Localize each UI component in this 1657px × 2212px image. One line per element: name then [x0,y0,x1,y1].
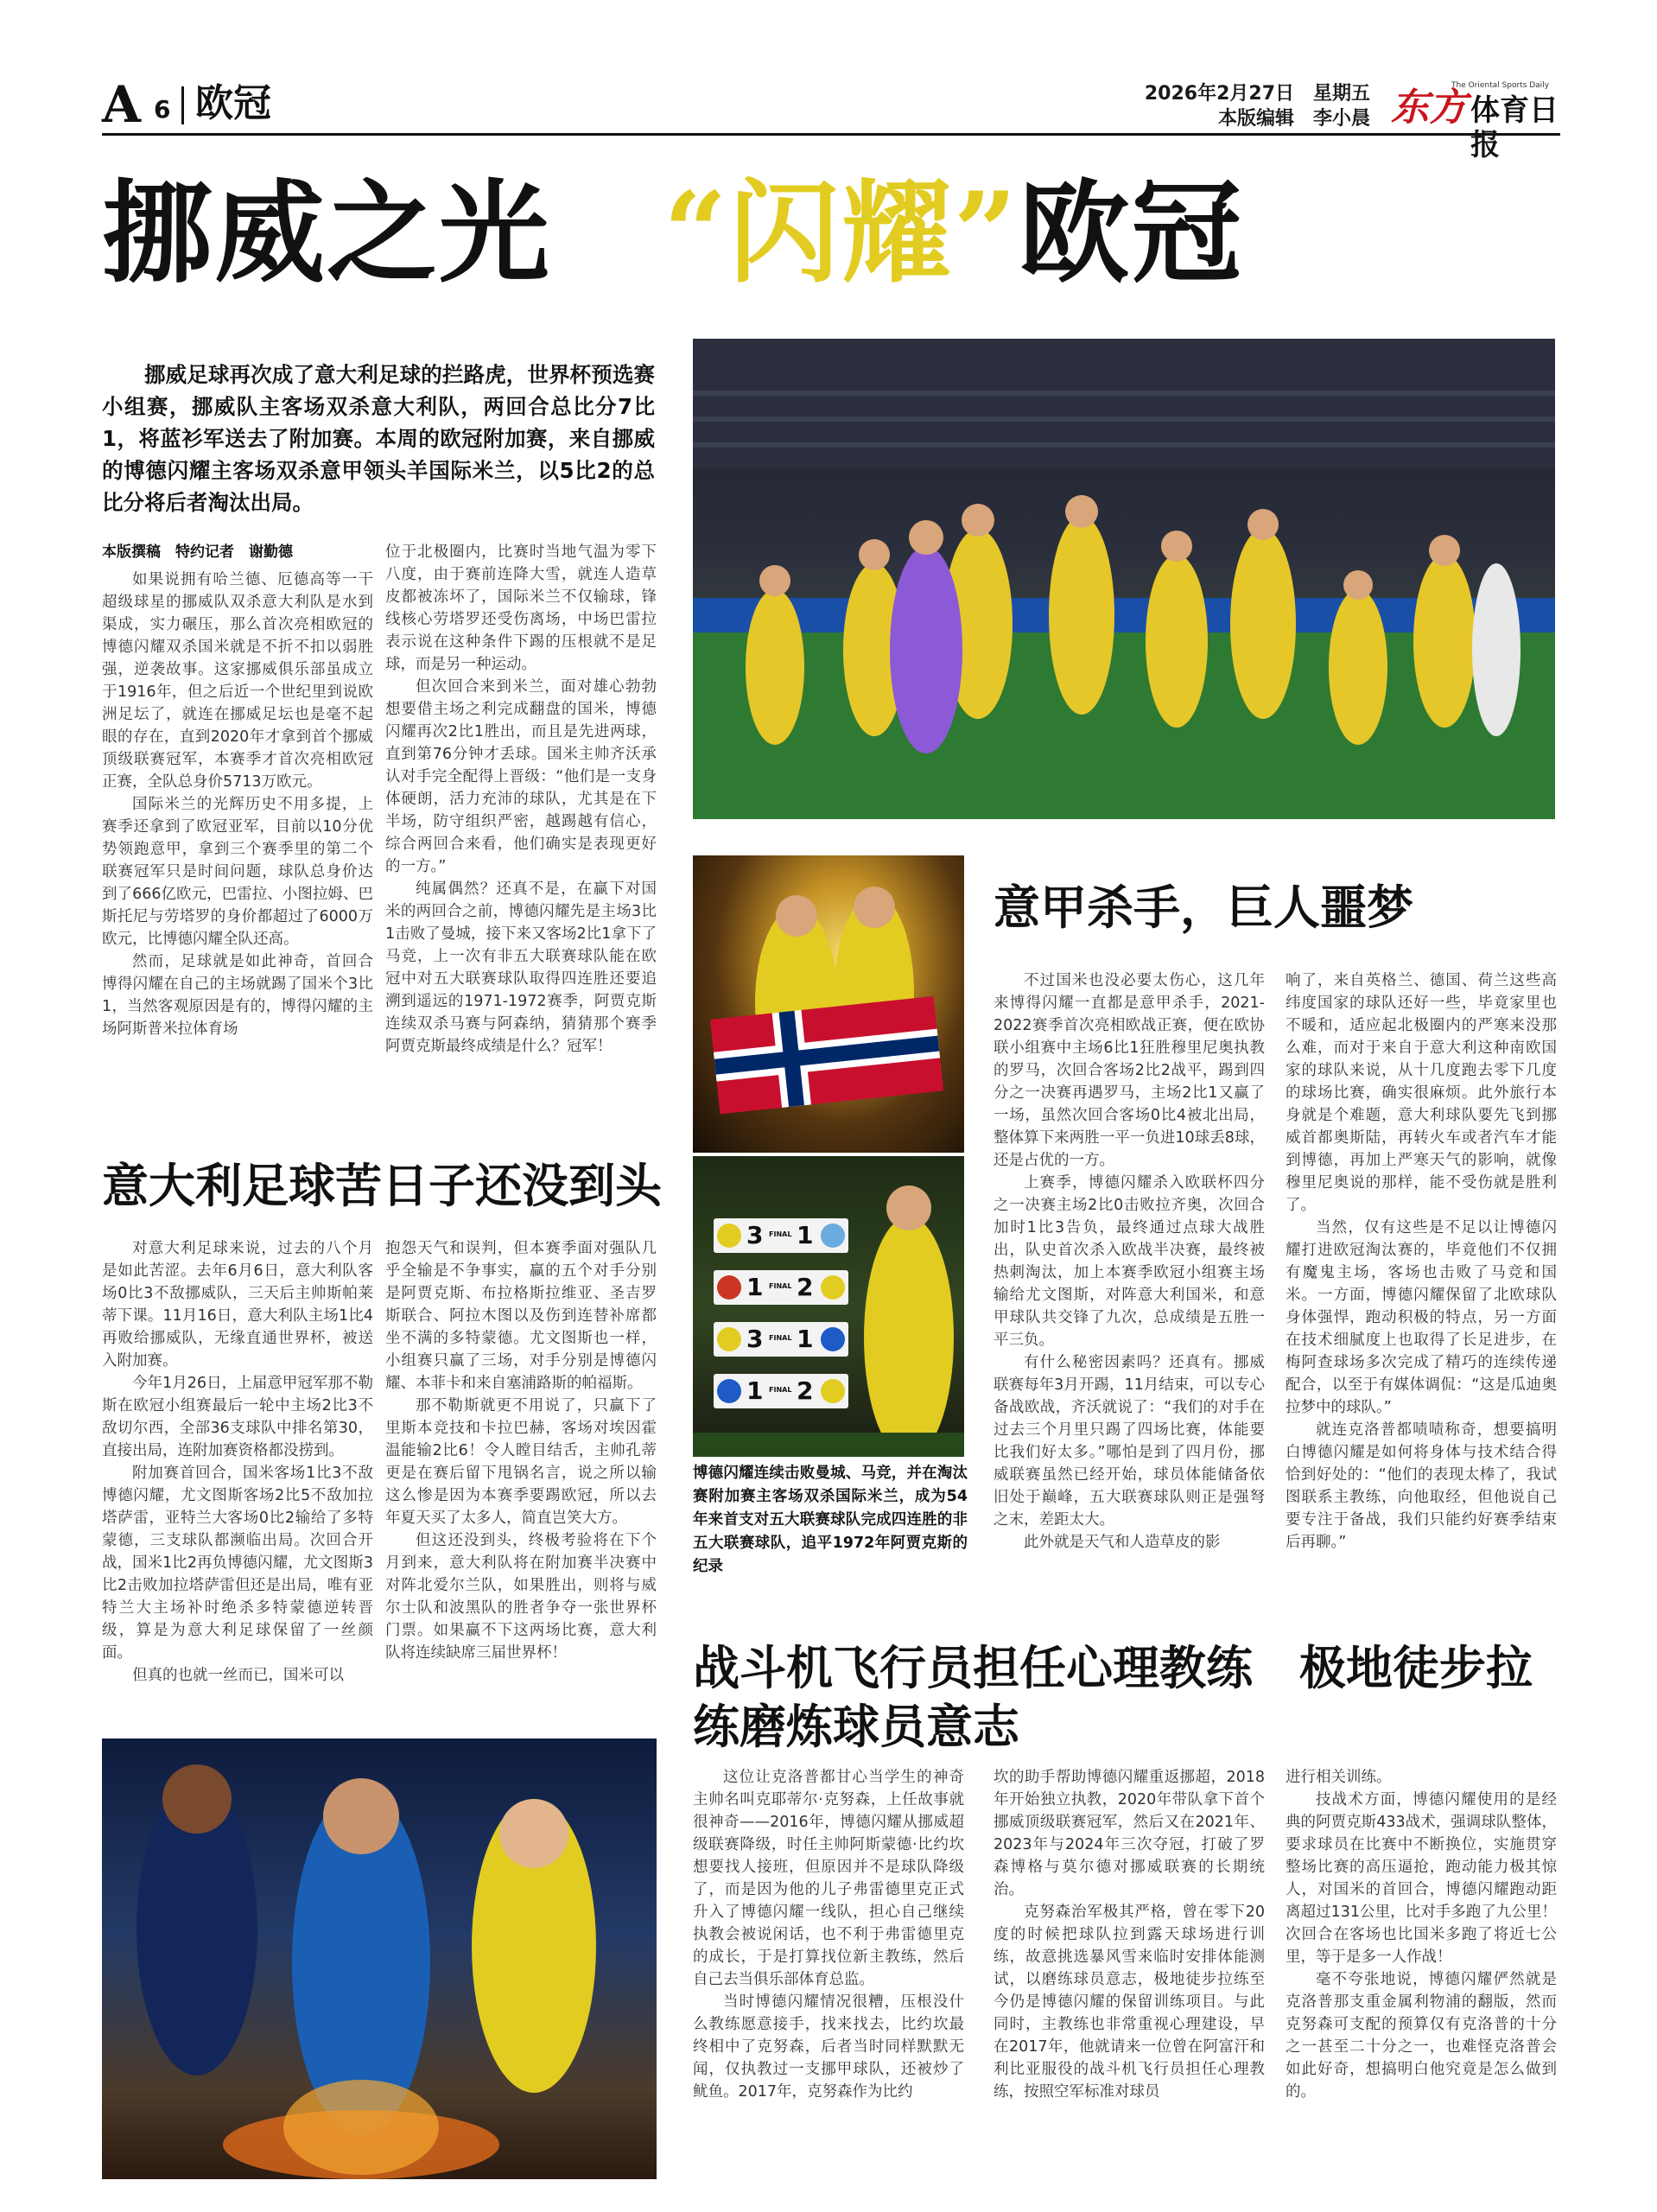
players-poster-photo [102,1738,657,2179]
team-crest-icon [717,1275,741,1300]
paragraph: 抱怨天气和误判，但本赛季面对强队几乎全输是不争事实，赢的五个对手分别是阿贾克斯、布拉格斯拉维亚、圣吉罗斯联合、阿拉木图以及伤到连替补席都坐不满的多特蒙德。尤文图斯也一样，小组赛只赢了三场，对手分别是博德闪耀、本菲卡和来自塞浦路斯的帕福斯。 [385,1240,657,1392]
article-column-8 [994,1766,1265,2103]
home-score: 3 [746,1325,764,1353]
article-column-1 [102,541,373,1040]
paragraph: 此外就是天气和人造草皮的影 [1024,1534,1221,1551]
team-crest-icon [821,1224,845,1248]
team-crest-icon [717,1379,741,1403]
paragraph: 毫不夸张地说，博德闪耀俨然就是克洛普那支重金属利物浦的翻版，然而克努森可支配的预算仅有克洛普的十分之一甚至二十分之一，也难怪克洛普会如此好奇，想搞明白他究竟是怎么做到的。 [1286,1971,1557,2101]
final-label: FINAL [769,1230,792,1238]
newspaper-logo [1391,81,1560,162]
section-divider [181,86,184,124]
players-with-norway-flag-photo [693,855,964,1153]
logo-english-name: The Oriental Sports Daily [1451,81,1550,90]
final-label: FINAL [769,1386,792,1394]
page-letter: A [102,75,142,134]
article-column-3 [102,1237,373,1687]
players-illustration [102,1738,657,2179]
team-crest-icon [821,1379,845,1403]
headline-highlight: “闪耀” [663,168,1019,298]
away-score: 2 [797,1376,814,1405]
score-row [714,1218,848,1253]
home-score: 1 [746,1273,764,1301]
logo-name: 体育日报 [1470,93,1559,162]
article-column-5 [994,969,1265,1554]
player-illustration [693,1156,964,1457]
page-editor: 本版编辑 李小晨 [1217,108,1370,130]
paragraph: 就连克洛普都啧啧称奇，想要搞明白博德闪耀是如何将身体与技术结合得恰到好处的：“他们的表现太棒了，我试图联系主教练，向他取经，但他说自己要专注于备战，我们只能约好赛季结束后再聊。” [1286,1421,1557,1551]
paragraph: 进行相关训练。 [1286,1769,1392,1786]
paragraph: 纯属偶然？还真不是，在赢下对国米的两回合之前，博德闪耀先是主场3比1击败了曼城，接下来又客场2比1拿下了马竞，上一次有非五大联赛球队能在欧冠中对五大联赛球队取得四连胜还要追溯到遥远的1971-1972赛季，阿贾克斯连续双杀马赛与阿森纳，猜猜那个赛季阿贾克斯最终成绩是什么？冠军！ [385,880,657,1055]
byline: 本版撰稿 特约记者 谢勤德 [102,543,293,561]
team-crest-icon [821,1327,845,1351]
issue-date: 2026年2月27日 星期五 [1144,83,1370,105]
paragraph: 但次回合来到米兰，面对雄心勃勃想要借主场之利完成翻盘的国米，博德闪耀再次2比1胜出，而且是先进两球，直到第76分钟才丢球。国米主帅齐沃承认对手完全配得上晋级：“他们是一支身体硬朗，活力充沛的球队，尤其是在下半场，防守组织严密，越踢越有信心，综合两回合来看，他们确实是表现更好的一方。” [385,678,657,875]
away-score: 1 [797,1325,814,1353]
paragraph: 那不勒斯就更不用说了，只赢下了里斯本竞技和卡拉巴赫，客场对埃因霍温能输2比6！令人瞠目结舌，主帅孔蒂更是在赛后留下甩锅名言，说之所以输这么惨是因为本赛季要踢欧冠，所以去年夏天买了太多人，简直岂笑大方。 [385,1397,657,1527]
subhead-fighter-pilot: 战斗机飞行员担任心理教练 极地徒步拉练磨炼球员意志 [693,1640,1533,1754]
article-column-7 [693,1766,964,2103]
headline-part1: 挪威之光 [102,168,664,298]
paragraph: 响了，来自英格兰、德国、荷兰这些高纬度国家的球队还好一些，毕竟家里也不暖和，适应起北极圈内的严寒来没那么难，而对于来自于意大利这种南欧国家的球队来说，从十几度跑去零下几度的球场比赛，确实很麻烦。此外旅行本身就是个难题，意大利球队要先飞到挪威首都奥斯陆，再转火车或者汽车才能到博德，再加上严寒天气的影响，就像穆里尼奥说的那样，能不受伤就是胜利了。 [1286,972,1557,1214]
lede-paragraph: 挪威足球再次成了意大利足球的拦路虎，世界杯预选赛小组赛，挪威队主客场双杀意大利队，两回合总比分7比1，将蓝衫军送去了附加赛。本周的欧冠附加赛，来自挪威的博德闪耀主客场双杀意甲领头羊国际米兰，以5比2的总比分将后者淘汰出局。 [102,362,655,515]
paragraph: 国际米兰的光辉历史不用多提，上赛季还拿到了欧冠亚军，目前以10分优势领跑意甲，拿到三个赛季里的第二个联赛冠军只是时间问题，球队总身价达到了666亿欧元，巴雷拉、小图拉姆、巴斯托尼与劳塔罗的身价都超过了6000万欧元，比博德闪耀全队还高。 [102,796,373,948]
score-row [714,1270,848,1305]
paragraph: 位于北极圈内，比赛时当地气温为零下八度，由于赛前连降大雪，就连人造草皮都被冻坏了，国际米兰不仅输球，锋线核心劳塔罗还受伤离场，中场巴雷拉表示说在这种条件下踢的压根就不是足球，而是另一种运动。 [385,543,657,673]
paragraph: 有什么秘密因素吗？还真有。挪威联赛每年3月开踢，11月结束，可以专心备战欧战，齐沃就说了：“我们的对手在过去三个月里只踢了四场比赛，体能要比我们好太多。”哪怕是到了四月份，挪威联赛虽然已经开始，球员体能储备依旧处于巅峰，五大联赛球队则正是强弩之末，差距太大。 [994,1354,1265,1529]
subhead-serie-a-killer: 意甲杀手，巨人噩梦 [994,880,1413,935]
match-scores-graphic [693,1156,964,1457]
away-score: 2 [797,1273,814,1301]
score-row [714,1374,848,1408]
paragraph: 但这还没到头，终极考验将在下个月到来，意大利队将在附加赛半决赛中对阵北爱尔兰队，如果胜出，则将与威尔士队和波黑队的胜者争夺一张世界杯门票。如果赢不下这两场比赛，意大利队将连续缺席三届世界杯！ [385,1532,657,1662]
paragraph: 不过国米也没必要太伤心，这几年来博得闪耀一直都是意甲杀手，2021-2022赛季首次亮相欧战正赛，便在欧协联小组赛中主场6比1狂胜穆里尼奥执教的罗马，次回合客场2比2战平，踢到四分之一决赛再遇罗马，主场2比1又赢了一场，虽然次回合客场0比4被北出局，整体算下来两胜一平一负进10球丢8球，还是占优的一方。 [994,972,1265,1169]
final-label: FINAL [769,1282,792,1290]
team-celebration-photo [693,339,1555,819]
article-column-4 [385,1237,657,1664]
subhead-italian-football: 意大利足球苦日子还没到头 [102,1158,662,1213]
photo-caption: 博德闪耀连续击败曼城、马竞，并在淘汰赛附加赛主客场双杀国际米兰，成为54年来首支对五大联赛球队完成四连胜的非五大联赛球队，追平1972年阿贾克斯的纪录 [693,1465,968,1575]
paragraph: 对意大利足球来说，过去的八个月是如此苦涩。去年6月6日，意大利队客场0比3不敌挪威队，三天后主帅斯帕莱蒂下课。11月16日，意大利队主场1比4再败给挪威队，无缘直通世界杯，被送入附加赛。 [102,1240,373,1370]
article-column-6 [1286,969,1557,1554]
masthead [102,75,1560,162]
logo-mark: 东方 [1391,86,1467,130]
page-number: 6 [154,95,171,124]
paragraph: 坎的助手帮助博德闪耀重返挪超，2018年开始独立执教，2020年带队拿下首个挪威顶级联赛冠军，然后又在2021年、2023年与2024年三次夺冠，打破了罗森博格与莫尔德对挪威联赛的长期统治。 [994,1769,1265,1898]
article-column-9 [1286,1766,1557,2103]
paragraph: 当然，仅有这些是不足以让博德闪耀打进欧冠淘汰赛的，毕竟他们不仅拥有魔鬼主场，客场也击败了马竞和国米。一方面，博德闪耀保留了北欧球队身体强悍，跑动积极的特点，另一方面在技术细腻度上也取得了长足进步，在梅阿查球场多次完成了精巧的连续传递配合，以至于有媒体调侃：“这是瓜迪奥拉梦中的球队。” [1286,1219,1557,1416]
section-name: 欧冠 [195,81,271,125]
headline-part2: 欧冠 [1019,168,1244,298]
paragraph: 今年1月26日，上届意甲冠军那不勒斯在欧冠小组赛最后一轮中主场2比3不敌切尔西，全部36支球队中排名第30，直接出局，连附加赛资格都没捞到。 [102,1375,373,1459]
paragraph: 这位让克洛普都甘心当学生的神奇主帅名叫克耶蒂尔·克努森，上任故事就很神奇——2016年，博德闪耀从挪威超级联赛降级，时任主帅阿斯蒙德·比约坎想要找人接班，但原因并不是球队降级了，而是因为他的儿子弗雷德里克正式升入了博德闪耀一线队，担心自己继续执教会被说闲话，也不利于弗雷德里克的成长，于是打算找位新主教练，然后自己去当俱乐部体育总监。 [693,1769,964,1988]
paragraph: 当时博德闪耀情况很糟，压根没什么教练愿意接手，找来找去，比约坎最终相中了克努森，后者当时同样默默无闻，仅执教过一支挪甲球队，还被炒了鱿鱼。2017年，克努森作为比约 [693,1993,964,2101]
paragraph: 但真的也就一丝而已，国米可以 [132,1667,344,1684]
home-score: 1 [746,1376,764,1405]
paragraph: 克努森治军极其严格，曾在零下20度的时候把球队拉到露天球场进行训练，故意挑选暴风雪来临时安排体能测试，以磨练球员意志，极地徒步拉练至今仍是博德闪耀的保留训练项目。与此同时，主教练也非常重视心理建设，早在2017年，他就请来一位曾在阿富汗和利比亚服役的战斗机飞行员担任心理教练，按照空军标准对球员 [994,1904,1265,2101]
away-score: 1 [797,1221,814,1249]
final-label: FINAL [769,1334,792,1342]
celebration-illustration [693,339,1555,819]
team-crest-icon [717,1327,741,1351]
score-row [714,1322,848,1357]
paragraph: 然而，足球就是如此神奇，首回合博得闪耀在自己的主场就踢了国米个3比1，当然客观原因是有的，博得闪耀的主场阿斯普米拉体育场 [102,953,373,1038]
article-column-2 [385,541,657,1058]
team-crest-icon [717,1224,741,1248]
paragraph: 技战术方面，博德闪耀使用的是经典的阿贾克斯433战术，强调球队整体，要求球员在比赛中不断换位，实施贯穿整场比赛的高压逼抢，跑动能力极其惊人，对国米的首回合，博德闪耀跑动距离超过131公里，比对手多跑了九公里！次回合在客场也比国米多跑了将近七公里，等于是多一人作战！ [1286,1791,1557,1966]
paragraph: 附加赛首回合，国米客场1比3不敌博德闪耀，尤文图斯客场2比5不敌加拉塔萨雷，亚特兰大客场0比2输给了多特蒙德，三支球队都濒临出局。次回合开战，国米1比2再负博德闪耀，尤文图斯3比2击败加拉塔萨雷但还是出局，唯有亚特兰大主场补时绝杀多特蒙德逆转晋级，算是为意大利足球保留了一丝颜面。 [102,1465,373,1662]
team-crest-icon [821,1275,845,1300]
home-score: 3 [746,1221,764,1249]
main-headline [102,168,1243,298]
paragraph: 上赛季，博德闪耀杀入欧联杯四分之一决赛主场2比0击败拉齐奥，次回合加时1比3告负，最终通过点球大战胜出，队史首次杀入欧战半决赛，最终被热刺淘汰，加上本赛季欧冠小组赛主场输给尤文图斯，对阵意大利国米，和意甲球队共交锋了九次，总成绩是五胜一平三负。 [994,1174,1265,1349]
paragraph: 如果说拥有哈兰德、厄德高等一干超级球星的挪威队双杀意大利队是水到渠成，实力碾压，那么首次亮相欧冠的博德闪耀双杀国米就是不折不扣以弱胜强，逆袭故事。这家挪威俱乐部虽成立于1916年，但之后近一个世纪里到说欧洲足坛了，就连在挪威足坛也是毫不起眼的存在，直到2020年才拿到首个挪威顶级联赛冠军，本赛季才首次亮相欧冠正赛，全队总身价5713万欧元。 [102,571,373,791]
norway-flag-illustration [693,855,964,1153]
